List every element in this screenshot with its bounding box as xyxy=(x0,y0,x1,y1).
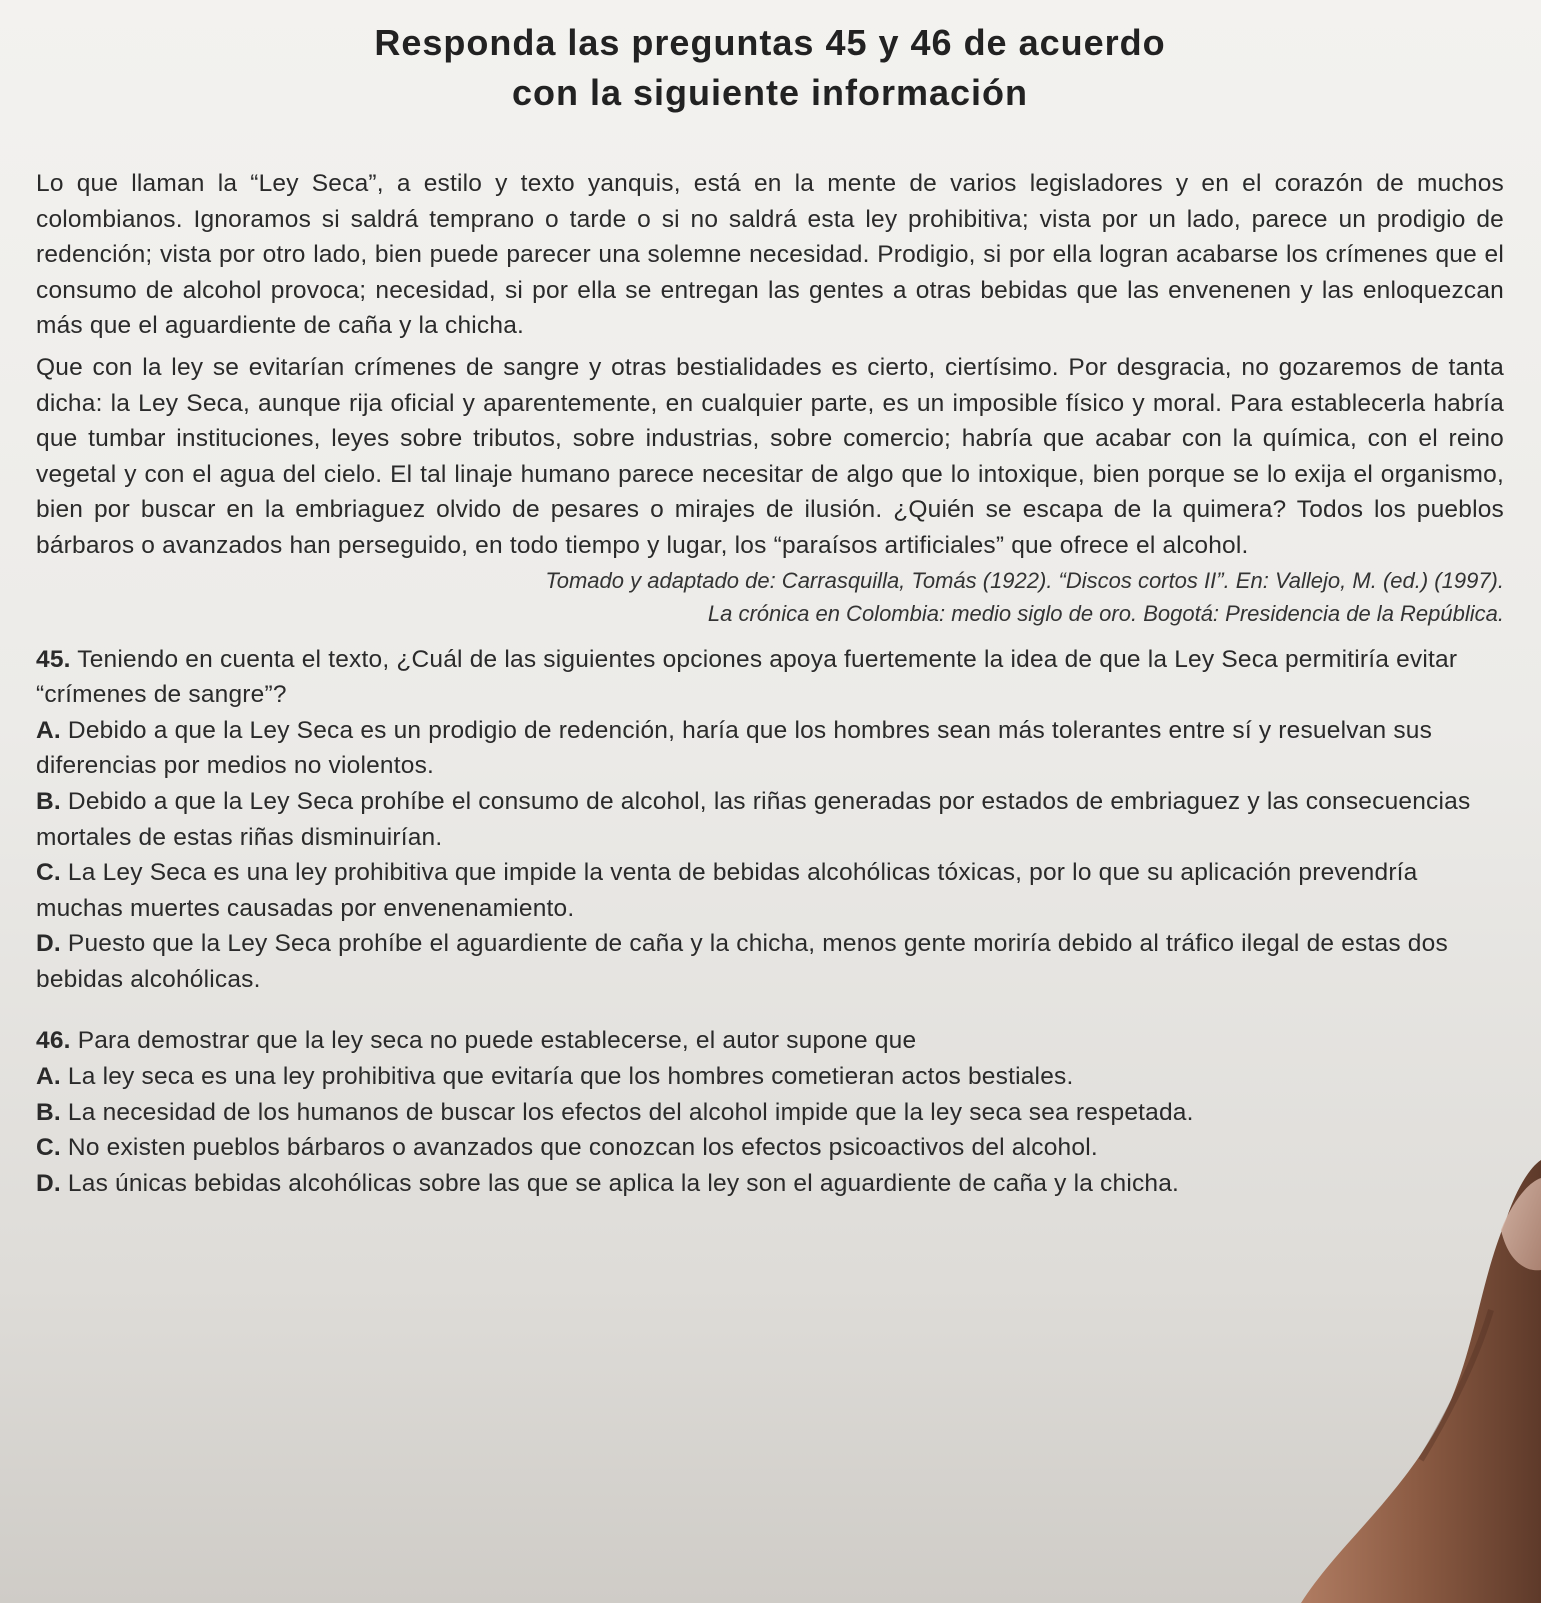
exam-content xyxy=(36,18,1504,1201)
question-46-text: Para demostrar que la ley seca no puede establecerse, el autor supone que xyxy=(77,1027,917,1055)
option-text: La Ley Seca es una ley prohibitiva que impide la venta de bebidas alcohólicas tóxicas, por lo que su aplicación prevendría muchas muertes causadas por envenenamiento. xyxy=(36,859,1418,922)
question-46-stem xyxy=(36,1023,1504,1059)
option-letter: C. xyxy=(36,859,61,887)
option-text: Puesto que la Ley Seca prohíbe el aguardiente de caña y la chicha, menos gente moriría debido al tráfico ilegal de estas dos bebidas alcohólicas. xyxy=(36,930,1448,993)
thumb-photo-occlusion xyxy=(1301,1160,1541,1603)
option-letter: B. xyxy=(36,1098,61,1126)
question-46-option-b[interactable] xyxy=(36,1095,1504,1131)
option-letter: A. xyxy=(36,716,61,744)
option-text: La necesidad de los humanos de buscar los efectos del alcohol impide que la ley seca sea respetada. xyxy=(67,1098,1194,1126)
passage-paragraph-1: Lo que llaman la “Ley Seca”, a estilo y texto yanquis, está en la mente de varios legisladores y en el corazón de muchos colombianos. Ignoramos si saldrá temprano o tarde o si no saldrá esta ley prohibitiva; vista por un lado, parece un prodigio de redención; vista por otro lado, bien puede parecer una solemne necesidad. Prodigio, si por ella logran acabarse los crímenes que el consumo de alcohol provoca; necesidad, si por ella se entregan las gentes a otras bebidas que las envenenen y las enloquezcan más que el aguardiente de caña y la chicha. xyxy=(36,170,1504,340)
citation-line-2: La crónica en Colombia: medio siglo de oro. Bogotá: Presidencia de la República. xyxy=(707,600,1504,626)
option-text: La ley seca es una ley prohibitiva que evitaría que los hombres cometieran actos bestiales. xyxy=(67,1063,1074,1091)
source-citation xyxy=(36,564,1504,630)
heading-line-1: Responda las preguntas 45 y 46 de acuerdo xyxy=(374,22,1166,63)
option-letter: D. xyxy=(36,1169,61,1197)
question-45-option-b[interactable] xyxy=(36,784,1504,855)
instructions-heading xyxy=(36,18,1504,118)
question-46-option-a[interactable] xyxy=(36,1059,1504,1095)
option-letter: C. xyxy=(36,1134,61,1162)
option-text: Debido a que la Ley Seca es un prodigio de redención, haría que los hombres sean más tolerantes entre sí y resuelvan sus diferencias por medios no violentos. xyxy=(36,716,1433,780)
question-45-option-d[interactable] xyxy=(36,926,1504,997)
reading-passage xyxy=(36,166,1504,630)
question-46-option-d[interactable] xyxy=(36,1166,1504,1202)
question-45-text: Teniendo en cuenta el texto, ¿Cuál de las siguientes opciones apoya fuertemente la idea de que la Ley Seca permitiría evitar “crímenes de sangre”? xyxy=(36,645,1458,709)
passage-paragraph-2: Que con la ley se evitarían crímenes de sangre y otras bestialidades es cierto, ciertísimo. Por desgracia, no gozaremos de tanta dicha: la Ley Seca, aunque rija oficial y aparentemente, en cualquier parte, es un imposible físico y moral. Para establecerla habría que tumbar instituciones, leyes sobre tributos, sobre industrias, sobre comercio; habría que acabar con la química, con el reino vegetal y con el agua del cielo. El tal linaje humano parece necesitar de algo que lo intoxique, bien porque se lo exija el organismo, bien por buscar en la embriaguez olvido de pesares o mirajes de ilusión. ¿Quién se escapa de la quimera? Todos los pueblos bárbaros o avanzados han perseguido, en todo tiempo y lugar, los “paraísos artificiales” que ofrece el alcohol. xyxy=(36,353,1504,559)
option-letter: B. xyxy=(36,787,61,815)
question-46-option-c[interactable] xyxy=(36,1130,1504,1166)
option-text: No existen pueblos bárbaros o avanzados que conozcan los efectos psicoactivos del alcohol. xyxy=(67,1134,1098,1162)
question-46 xyxy=(36,1023,1504,1201)
citation-line-1: Tomado y adaptado de: Carrasquilla, Tomás (1922). “Discos cortos II”. En: Vallejo, M. (ed.) (1997). xyxy=(545,567,1504,593)
question-45-option-c[interactable] xyxy=(36,855,1504,926)
option-letter: D. xyxy=(36,930,61,958)
question-45-option-a[interactable] xyxy=(36,713,1504,784)
option-text: Las únicas bebidas alcohólicas sobre las que se aplica la ley son el aguardiente de caña y la chicha. xyxy=(67,1169,1180,1197)
heading-line-2: con la siguiente información xyxy=(511,72,1029,113)
question-45-number: 45. xyxy=(36,645,71,673)
question-45-stem xyxy=(36,642,1504,713)
question-46-number: 46. xyxy=(36,1027,71,1055)
option-letter: A. xyxy=(36,1063,61,1091)
question-45 xyxy=(36,642,1504,998)
option-text: Debido a que la Ley Seca prohíbe el consumo de alcohol, las riñas generadas por estados de embriaguez y las consecuencias mortales de estas riñas disminuirían. xyxy=(36,787,1471,851)
